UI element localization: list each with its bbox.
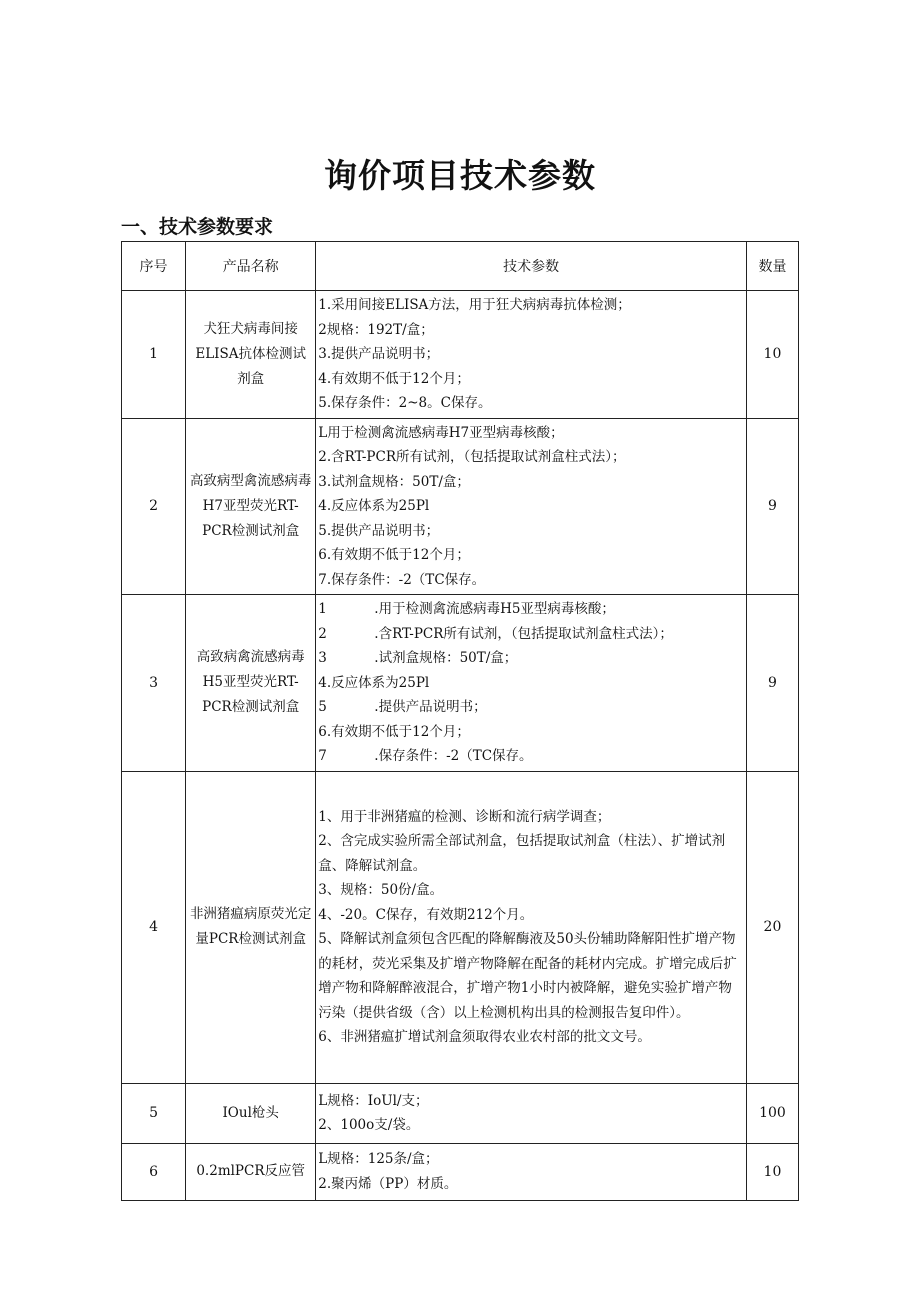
header-no: 序号 xyxy=(122,242,186,291)
param-line-text: 4.反应体系为25Pl xyxy=(318,674,430,691)
header-qty: 数量 xyxy=(746,242,798,291)
param-line: 3、规格：50份/盒。 xyxy=(318,882,444,898)
param-line xyxy=(318,695,746,720)
tech-params xyxy=(316,771,747,1083)
quantity: 9 xyxy=(746,595,798,772)
quantity: 20 xyxy=(746,771,798,1083)
param-line: 4.反应体系为25Pl xyxy=(318,498,430,514)
param-line: 1.采用间接ELISA方法，用于狂犬病病毒抗体检测； xyxy=(318,297,631,313)
tech-params xyxy=(316,418,747,595)
table-row xyxy=(122,595,799,772)
param-line: 2.含RT-PCR所有试剂，（包括提取试剂盒柱式法）； xyxy=(318,449,626,465)
param-line xyxy=(318,622,746,647)
param-line: 3.提供产品说明书； xyxy=(318,346,440,362)
param-line-text: .用于检测禽流感病毒H5亚型病毒核酸； xyxy=(374,601,615,617)
row-no: 2 xyxy=(122,418,186,595)
param-line: 6、非洲猪瘟扩增试剂盒须取得农业农村部的批文文号。 xyxy=(318,1029,651,1045)
param-line xyxy=(318,597,746,622)
param-line xyxy=(318,671,746,696)
quantity: 10 xyxy=(746,1143,798,1200)
tech-params xyxy=(316,291,747,419)
param-line-number: 5 xyxy=(318,699,327,715)
row-no: 5 xyxy=(122,1083,186,1143)
product-name: 0.2mlPCR反应管 xyxy=(186,1143,316,1200)
section-heading: 一、技术参数要求 xyxy=(121,216,274,238)
tech-params xyxy=(316,595,747,772)
product-name: 非洲猪瘟病原荧光定量PCR检测试剂盒 xyxy=(186,771,316,1083)
param-line: 6.有效期不低于12个月； xyxy=(318,547,470,563)
param-line-number: 7 xyxy=(318,748,327,764)
param-line-text: 6.有效期不低于12个月； xyxy=(318,723,470,740)
param-line: 4.有效期不低于12个月； xyxy=(318,370,470,387)
quantity: 100 xyxy=(746,1083,798,1143)
param-line: L规格：125条/盒； xyxy=(318,1151,439,1167)
tech-params xyxy=(316,1083,747,1143)
row-no: 1 xyxy=(122,291,186,419)
row-no: 6 xyxy=(122,1143,186,1200)
table-row xyxy=(122,1143,799,1200)
param-line: L用于检测禽流感病毒H7亚型病毒核酸； xyxy=(318,424,564,441)
param-line: 7.保存条件：-2（TC保存。 xyxy=(318,571,486,588)
param-line xyxy=(318,744,746,769)
product-name: IOul枪头 xyxy=(186,1083,316,1143)
param-line-text: .提供产品说明书； xyxy=(374,699,487,715)
table-row xyxy=(122,1083,799,1143)
param-line: 2、100o支/袋。 xyxy=(318,1117,420,1133)
product-name: 高致病型禽流感病毒H7亚型荧光RT-PCR检测试剂盒 xyxy=(186,418,316,595)
param-line-number: 2 xyxy=(318,625,327,642)
param-line: 4、-20。C保存，有效期212个月。 xyxy=(318,906,534,923)
table-row xyxy=(122,291,799,419)
tech-params xyxy=(316,1143,747,1200)
param-line: 5.保存条件：2~8。C保存。 xyxy=(318,395,492,411)
tech-params-table xyxy=(121,241,799,1201)
table-row xyxy=(122,771,799,1083)
param-line: 5、降解试剂盒须包含匹配的降解酶液及50头份辅助降解阳性扩增产物的耗材，荧光采集及扩增产物降解在配备的耗材内完成。扩增完成后扩增产物和降解醉液混合，扩增产物1小时内被降解，避免实验扩增产物污染（提供省级（含）以上检测机构出具的检测报告复印件）。 xyxy=(318,931,737,1021)
quantity: 9 xyxy=(746,418,798,595)
param-line-text: .试剂盒规格：50T/盒； xyxy=(374,650,518,666)
param-line-text: .含RT-PCR所有试剂，（包括提取试剂盒柱式法）； xyxy=(374,625,673,642)
product-name: 高致病禽流感病毒H5亚型荧光RT-PCR检测试剂盒 xyxy=(186,595,316,772)
param-line-number: 3 xyxy=(318,650,327,666)
param-line: 2、含完成实验所需全部试剂盒，包括提取试剂盒（柱法）、扩增试剂盒、降解试剂盒。 xyxy=(318,833,726,874)
header-params: 技术参数 xyxy=(316,242,747,291)
param-line: L规格：IoUl/支； xyxy=(318,1092,429,1109)
param-line: 2规格：192T/盒； xyxy=(318,321,434,338)
param-line xyxy=(318,646,746,671)
param-line: 3.试剂盒规格：50T/盒； xyxy=(318,473,470,490)
row-no: 4 xyxy=(122,771,186,1083)
param-line: 2.聚丙烯（PP）材质。 xyxy=(318,1175,458,1192)
quantity: 10 xyxy=(746,291,798,419)
table-row xyxy=(122,418,799,595)
param-line-text: .保存条件：-2（TC保存。 xyxy=(374,748,533,764)
param-line-number: 1 xyxy=(318,601,327,617)
param-line: 5.提供产品说明书； xyxy=(318,522,440,539)
row-no: 3 xyxy=(122,595,186,772)
table-header-row xyxy=(122,242,799,291)
header-name: 产品名称 xyxy=(186,242,316,291)
param-line xyxy=(318,720,746,745)
param-line: 1、用于非洲猪瘟的检测、诊断和流行病学调查； xyxy=(318,808,611,825)
product-name: 犬狂犬病毒间接ELISA抗体检测试剂盒 xyxy=(186,291,316,419)
page-title: 询价项目技术参数 xyxy=(324,156,596,195)
